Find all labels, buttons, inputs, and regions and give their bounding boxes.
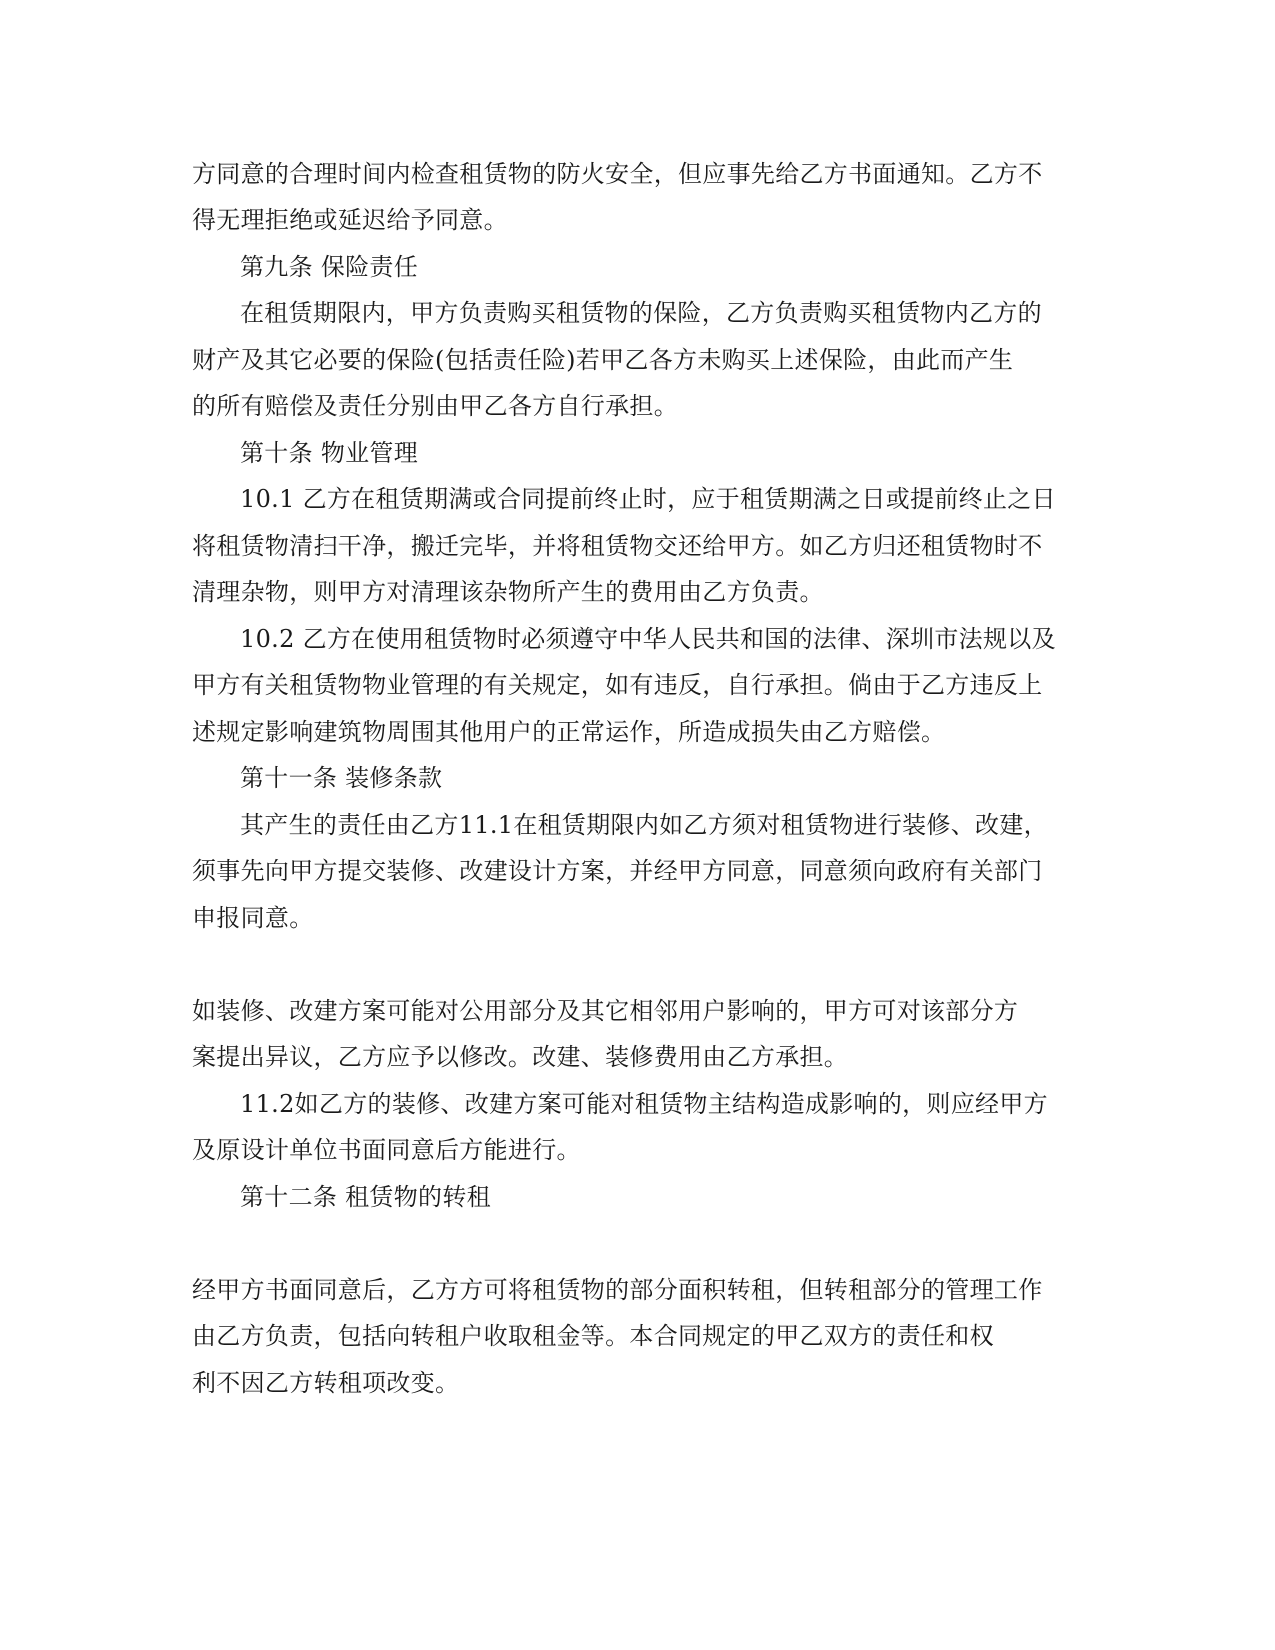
clause-10-1: 10.1 乙方在租赁期满或合同提前终止时，应于租赁期满之日或提前终止之日 <box>240 485 1056 513</box>
paragraph-line: 案提出异议，乙方应予以修改。改建、装修费用由乙方承担。 <box>192 1043 849 1071</box>
clause-11-1: 其产生的责任由乙方11.1在租赁期限内如乙方须对租赁物进行装修、改建， <box>240 811 1048 839</box>
section-heading-10: 第十条 物业管理 <box>240 439 419 467</box>
paragraph-line: 甲方有关租赁物物业管理的有关规定，如有违反，自行承担。倘由于乙方违反上 <box>192 671 1043 699</box>
paragraph-line: 将租赁物清扫干净，搬迁完毕，并将租赁物交还给甲方。如乙方归还租赁物时不 <box>192 532 1043 560</box>
paragraph-line: 申报同意。 <box>192 904 314 932</box>
paragraph-line: 利不因乙方转租项改变。 <box>192 1369 460 1397</box>
paragraph-line: 得无理拒绝或延迟给予同意。 <box>192 206 508 234</box>
section-heading-9: 第九条 保险责任 <box>240 253 419 281</box>
paragraph-line: 经甲方书面同意后，乙方方可将租赁物的部分面积转租，但转租部分的管理工作 <box>192 1276 1043 1304</box>
paragraph-line: 须事先向甲方提交装修、改建设计方案，并经甲方同意，同意须向政府有关部门 <box>192 857 1043 885</box>
paragraph-line: 在租赁期限内，甲方负责购买租赁物的保险，乙方负责购买租赁物内乙方的 <box>240 299 1042 327</box>
section-heading-11: 第十一条 装修条款 <box>240 764 443 792</box>
paragraph-line: 方同意的合理时间内检查租赁物的防火安全，但应事先给乙方书面通知。乙方不 <box>192 160 1043 188</box>
clause-10-2: 10.2 乙方在使用租赁物时必须遵守中华人民共和国的法律、深圳市法规以及 <box>240 625 1056 653</box>
section-heading-12: 第十二条 租赁物的转租 <box>240 1183 491 1211</box>
paragraph-line: 财产及其它必要的保险(包括责任险)若甲乙各方未购买上述保险，由此而产生 <box>192 346 1014 374</box>
paragraph-line: 的所有赔偿及责任分别由甲乙各方自行承担。 <box>192 392 678 420</box>
paragraph-line: 清理杂物，则甲方对清理该杂物所产生的费用由乙方负责。 <box>192 578 824 606</box>
clause-11-2: 11.2如乙方的装修、改建方案可能对租赁物主结构造成影响的，则应经甲方 <box>240 1090 1048 1118</box>
paragraph-line: 如装修、改建方案可能对公用部分及其它相邻用户影响的，甲方可对该部分方 <box>192 997 1019 1025</box>
paragraph-line: 由乙方负责，包括向转租户收取租金等。本合同规定的甲乙双方的责任和权 <box>192 1322 994 1350</box>
paragraph-line: 及原设计单位书面同意后方能进行。 <box>192 1136 581 1164</box>
paragraph-line: 述规定影响建筑物周围其他用户的正常运作，所造成损失由乙方赔偿。 <box>192 718 946 746</box>
